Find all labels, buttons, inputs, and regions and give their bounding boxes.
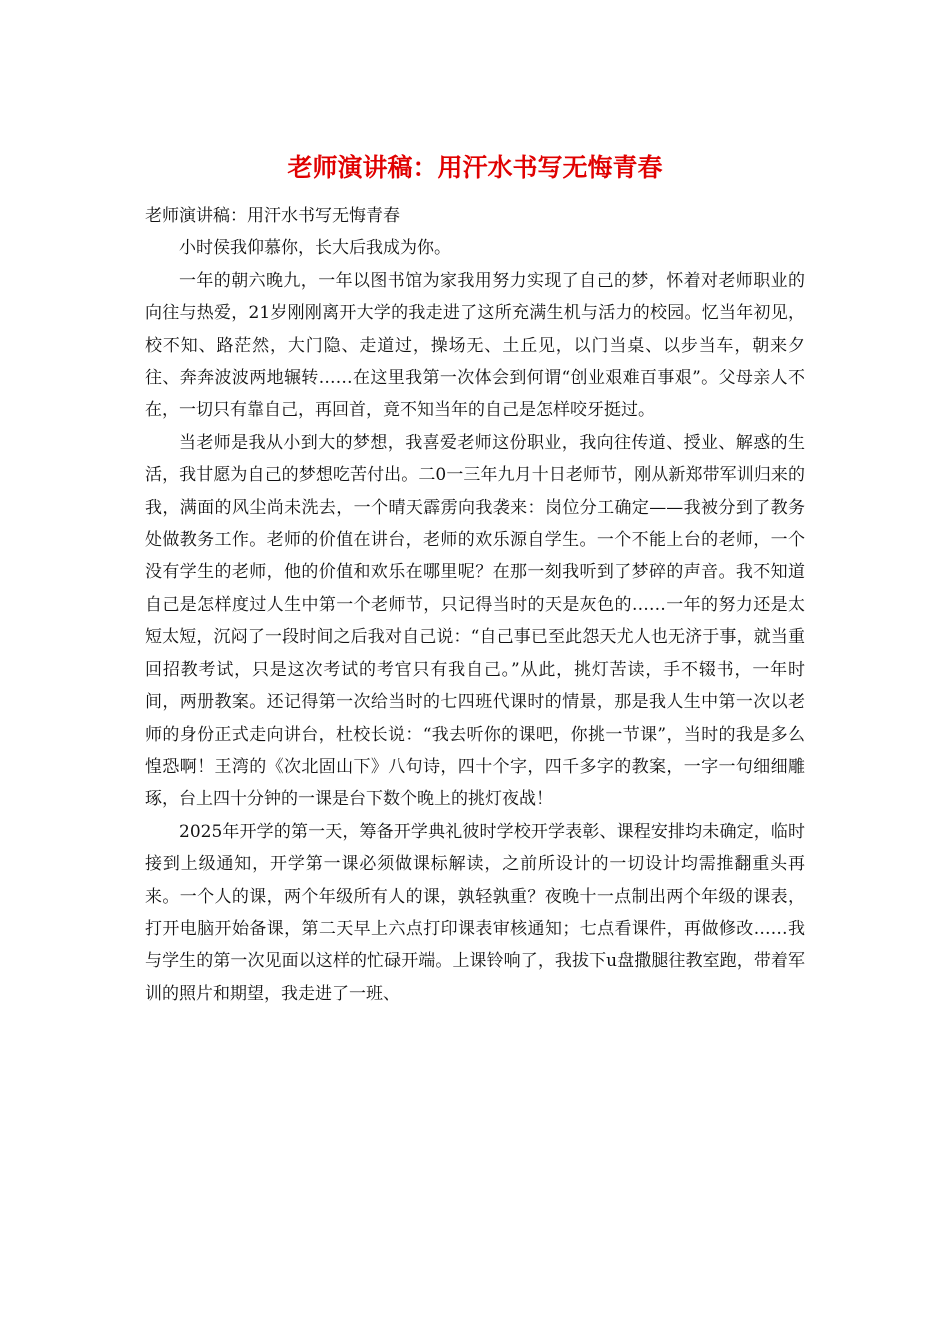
paragraph-1: 小时侯我仰慕你，长大后我成为你。: [179, 238, 451, 259]
document-body: [145, 200, 805, 1010]
document-subtitle: 老师演讲稿：用汗水书写无悔青春: [145, 206, 400, 226]
document-title: 老师演讲稿：用汗水书写无悔青春: [287, 153, 663, 182]
paragraph-2: 一年的朝六晚九，一年以图书馆为家我用努力实现了自己的梦，怀着对老师职业的向往与热爱，21岁刚刚离开大学的我走进了这所充满生机与活力的校园。忆当年初见，校不知、路茫然，大门隐、走道过，操场无、土丘见，以门当桌、以步当车，朝来夕往、奔奔波波两地辗转……在这里我第一次体会到何谓“创业艰难百事艰”。父母亲人不在，一切只有靠自己，再回首，竟不知当年的自己是怎样咬牙挺过。: [145, 270, 805, 421]
paragraph-3: 当老师是我从小到大的梦想，我喜爱老师这份职业，我向往传道、授业、解惑的生活，我甘愿为自己的梦想吃苦付出。二0一三年九月十日老师节，刚从新郑带军训归来的我，满面的风尘尚未洗去，一个晴天霹雳向我袭来：岗位分工确定——我被分到了教务处做教务工作。老师的价值在讲台，老师的欢乐源自学生。一个不能上台的老师，一个没有学生的老师，他的价值和欢乐在哪里呢？在那一刻我听到了梦碎的声音。我不知道自己是怎样度过人生中第一个老师节，只记得当时的天是灰色的……一年的努力还是太短太短，沉闷了一段时间之后我对自己说：“自己事已至此怨天尤人也无济于事，就当重回招教考试，只是这次考试的考官只有我自己。”从此，挑灯苦读，手不辍书，一年时间，两册教案。还记得第一次给当时的七四班代课时的情景，那是我人生中第一次以老师的身份正式走向讲台，杜校长说：“我去听你的课吧，你挑一节课”，当时的我是多么惶恐啊！王湾的《次北固山下》八句诗，四十个字，四千多字的教案，一字一句细细雕琢，台上四十分钟的一课是台下数个晚上的挑灯夜战！: [145, 432, 805, 810]
paragraph-4: 2025年开学的第一天，筹备开学典礼彼时学校开学表彰、课程安排均未确定，临时接到上级通知，开学第一课必须做课标解读，之前所设计的一切设计均需推翻重头再来。一个人的课，两个年级所有人的课，孰轻孰重？夜晚十一点制出两个年级的课表，打开电脑开始备课，第二天早上六点打印课表审核通知；七点看课件，再做修改……我与学生的第一次见面以这样的忙碌开端。上课铃响了，我拔下u盘撒腿往教室跑，带着军训的照片和期望，我走进了一班、: [145, 821, 805, 1004]
